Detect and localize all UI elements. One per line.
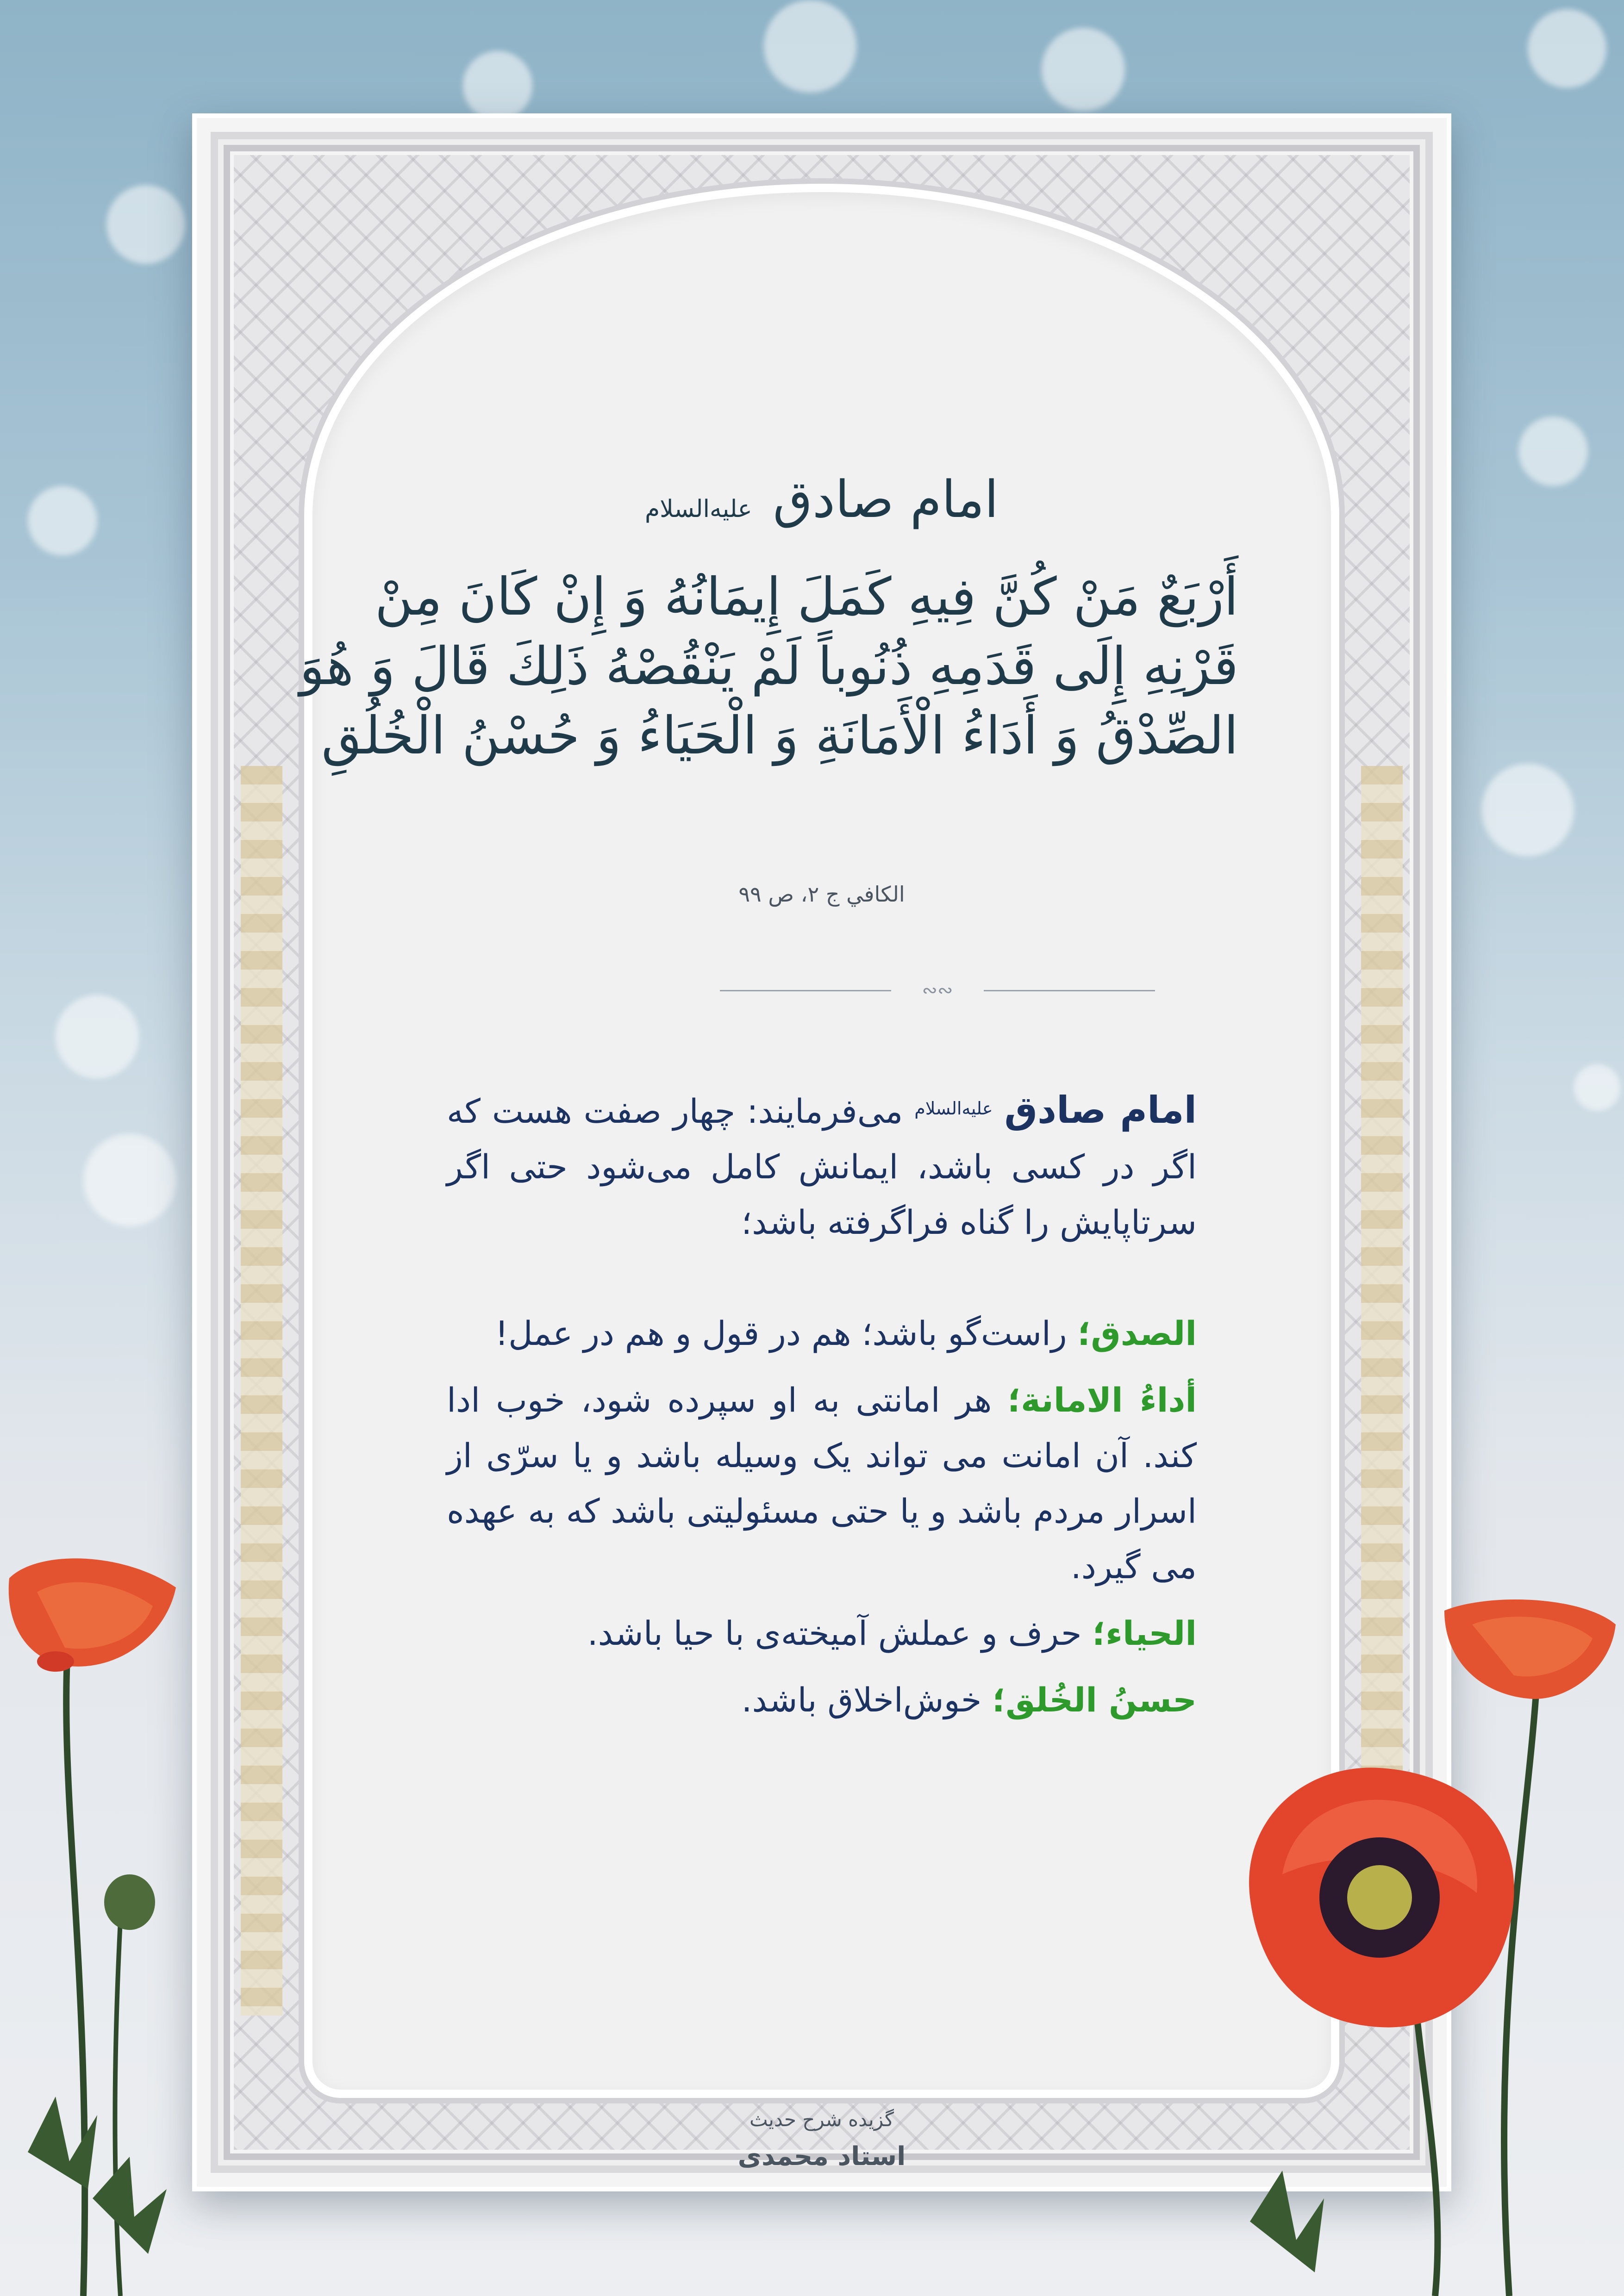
signature-label: گزیده شرح حدیث (749, 2108, 894, 2131)
item-term: أداءُ الامانة؛ (1007, 1381, 1197, 1419)
signature-author: استاد محمدی (737, 2141, 906, 2172)
arch-panel (299, 192, 1331, 2172)
page-title (312, 470, 1331, 529)
speaker-honorific: علیه‌السلام (914, 1098, 993, 1119)
list-item (447, 1306, 1197, 1361)
explanation-text (447, 1081, 1197, 1728)
poppy-left-icon (0, 1550, 194, 2296)
item-text: حرف و عملش آمیخته‌ی با حیا باشد. (587, 1614, 1082, 1653)
poppy-right-icon (1213, 1597, 1624, 2296)
title-text: امام صادق (773, 470, 999, 529)
swirl-ornament-icon: ∾∾ (922, 980, 953, 1001)
divider-line (720, 990, 891, 991)
title-honorific: علیه‌السلام (644, 495, 752, 523)
intro-paragraph (447, 1081, 1197, 1250)
item-term: حسنُ الخُلق؛ (992, 1680, 1197, 1719)
item-term: الحیاء؛ (1092, 1614, 1197, 1653)
speaker-name: امام صادق (1004, 1089, 1197, 1132)
list-item (447, 1372, 1197, 1594)
item-term: الصدق؛ (1077, 1314, 1197, 1353)
hadith-arabic (299, 562, 1238, 771)
hadith-line: قَرْنِهِ إِلَى قَدَمِهِ ذُنُوباً لَمْ يَنْقُصْهُ ذَلِكَ قَالَ وَ هُوَ (299, 636, 1238, 697)
hadith-line: أَرْبَعٌ مَنْ كُنَّ فِيهِ كَمَلَ إِيمَانُهُ وَ إِنْ كَانَ مِنْ (375, 567, 1238, 627)
ornamental-divider (720, 980, 1155, 1001)
gold-band-left (241, 766, 282, 2016)
hadith-reference: الكافي ج ۲، ص ۹۹ (738, 882, 905, 907)
divider-line (984, 990, 1155, 991)
list-item (447, 1605, 1197, 1661)
intro-text: چهار صفت هست که اگر در کسی باشد، ایمانش کامل می‌شود حتی اگر سرتاپایش را گناه فراگرفته باشد؛ (447, 1092, 1197, 1242)
intro-verb: می‌فرمایند: (747, 1092, 903, 1131)
hadith-line: الصِّدْقُ وَ أَدَاءُ الْأَمَانَةِ وَ الْحَيَاءُ وَ حُسْنُ الْخُلُقِ (321, 706, 1238, 766)
item-text: راست‌گو باشد؛ هم در قول و هم در عمل! (495, 1314, 1067, 1353)
list-item (447, 1672, 1197, 1728)
item-text: هر امانتی به او سپرده شود، خوب ادا کند. آن امانت می تواند یک وسیله باشد و یا سرّی از اسرار مردم باشد و یا حتی مسئولیتی باشد که به عهده می گیرد. (447, 1381, 1197, 1586)
signature (312, 2103, 1331, 2178)
item-text: خوش‌اخلاق باشد. (741, 1680, 982, 1719)
